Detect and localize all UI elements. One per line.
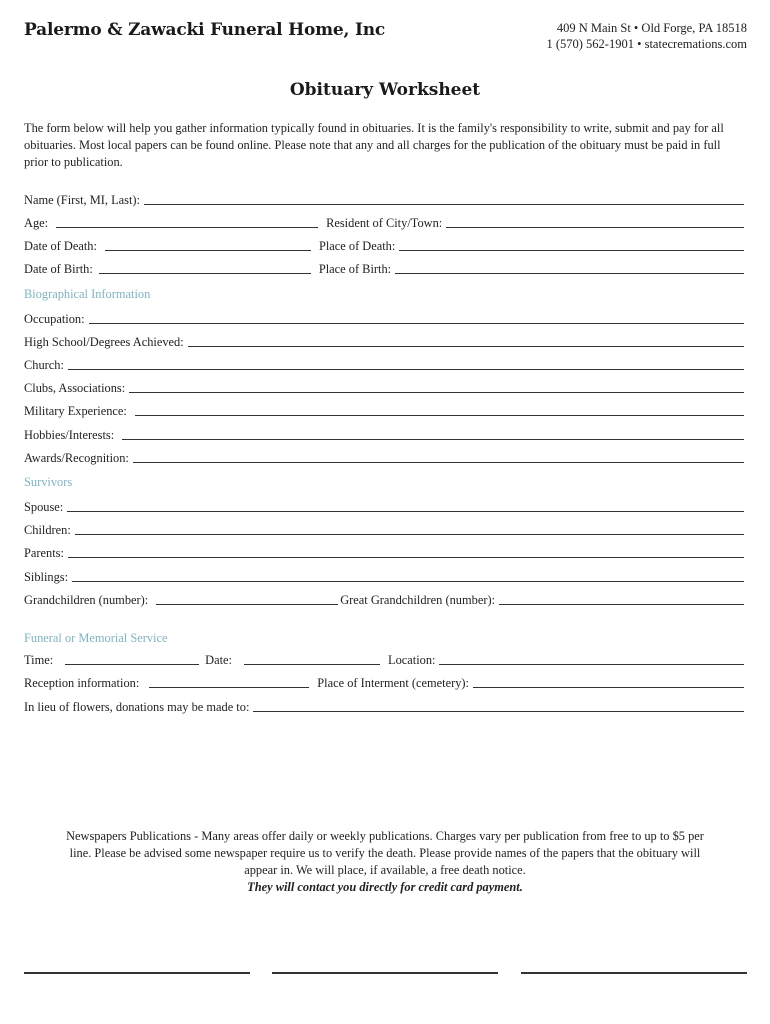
contact-line: 1 (570) 562-1901 • statecremations.com (546, 37, 747, 51)
hobbies-label: Hobbies/Interests: (24, 428, 115, 442)
siblings-label: Siblings: (24, 570, 69, 584)
hobbies-row (24, 425, 744, 443)
siblings-field[interactable] (72, 569, 744, 582)
publication-note-text: Newspapers Publications - Many areas offer daily or weekly publications. Charges vary per publication from free to up to $5 per line. Please be advised some newspaper require us to verify the death. Please provide names of the papers that the obituary will appear in. We will place, if available, a free death notice. (66, 829, 704, 877)
church-field[interactable] (68, 357, 744, 370)
time-label: Time: (24, 653, 54, 667)
grandchildren-label: Grandchildren (number): (24, 593, 149, 607)
grandchildren-field[interactable] (156, 592, 338, 605)
place-of-death-field[interactable] (399, 238, 744, 251)
location-field[interactable] (439, 652, 744, 665)
page-title: Obituary Worksheet (289, 80, 481, 100)
name-field[interactable] (144, 192, 744, 205)
awards-label: Awards/Recognition: (24, 451, 129, 465)
date-label: Date: (205, 653, 232, 667)
spouse-label: Spouse: (24, 500, 64, 514)
date-field[interactable] (244, 652, 380, 665)
parents-field[interactable] (68, 545, 744, 558)
military-row (24, 401, 744, 419)
birth-row (24, 259, 744, 277)
death-row (24, 236, 744, 254)
parents-row (24, 543, 744, 561)
clubs-row (24, 378, 744, 396)
school-row (24, 332, 744, 350)
school-field[interactable] (188, 334, 744, 347)
clubs-label: Clubs, Associations: (24, 381, 126, 395)
age-row (24, 213, 744, 231)
children-label: Children: (24, 523, 71, 537)
age-label: Age: (24, 216, 49, 230)
children-row (24, 520, 744, 538)
great-grandchildren-label: Great Grandchildren (number): (340, 593, 496, 607)
place-of-birth-field[interactable] (395, 261, 744, 274)
date-of-death-label: Date of Death: (24, 239, 97, 253)
name-label: Name (First, MI, Last): (24, 193, 140, 207)
interment-label: Place of Interment (cemetery): (317, 676, 469, 690)
intro-paragraph: The form below will help you gather information typically found in obituaries. It is the family's responsibility to write, submit and pay for all obituaries. Most local papers can be found online. Please note that any and all charges for the publication of the obituary must be paid in full prior to publication. (24, 121, 724, 169)
hobbies-field[interactable] (122, 427, 744, 440)
donations-row (24, 697, 744, 715)
company-address (546, 20, 747, 52)
date-of-birth-field[interactable] (99, 261, 311, 274)
company-name: Palermo & Zawacki Funeral Home, Inc (24, 20, 386, 40)
reception-label: Reception information: (24, 676, 140, 690)
age-field[interactable] (56, 215, 318, 228)
place-of-death-label: Place of Death: (318, 239, 396, 253)
parents-label: Parents: (24, 546, 64, 560)
spouse-field[interactable] (67, 499, 744, 512)
publication-note (60, 828, 710, 896)
date-of-death-field[interactable] (105, 238, 311, 251)
awards-row (24, 448, 744, 466)
time-field[interactable] (65, 652, 199, 665)
resident-field[interactable] (446, 215, 744, 228)
reception-row (24, 673, 744, 691)
great-grandchildren-field[interactable] (499, 592, 744, 605)
siblings-row (24, 567, 744, 585)
time-row (24, 650, 744, 668)
bio-heading: Biographical Information (24, 287, 151, 301)
military-label: Military Experience: (24, 404, 127, 418)
location-label: Location: (388, 653, 436, 667)
occupation-row (24, 309, 744, 327)
donations-field[interactable] (253, 699, 744, 712)
children-field[interactable] (75, 522, 744, 535)
grandchildren-row (24, 590, 744, 608)
church-row (24, 355, 744, 373)
signature-line-3[interactable] (521, 972, 747, 974)
service-heading: Funeral or Memorial Service (24, 631, 168, 645)
address-line: 409 N Main St • Old Forge, PA 18518 (556, 21, 747, 35)
school-label: High School/Degrees Achieved: (24, 335, 184, 349)
signature-line-1[interactable] (24, 972, 250, 974)
signature-line-2[interactable] (272, 972, 498, 974)
military-field[interactable] (135, 403, 744, 416)
name-row (24, 190, 744, 208)
interment-field[interactable] (473, 675, 744, 688)
church-label: Church: (24, 358, 64, 372)
reception-field[interactable] (149, 675, 309, 688)
resident-label: Resident of City/Town: (326, 216, 443, 230)
donations-label: In lieu of flowers, donations may be made to: (24, 700, 250, 714)
place-of-birth-label: Place of Birth: (318, 262, 392, 276)
occupation-field[interactable] (89, 311, 744, 324)
spouse-row (24, 497, 744, 515)
date-of-birth-label: Date of Birth: (24, 262, 93, 276)
clubs-field[interactable] (129, 380, 744, 393)
occupation-label: Occupation: (24, 312, 85, 326)
survivors-heading: Survivors (24, 475, 73, 489)
awards-field[interactable] (133, 450, 744, 463)
payment-note: They will contact you directly for credit card payment. (247, 880, 523, 894)
